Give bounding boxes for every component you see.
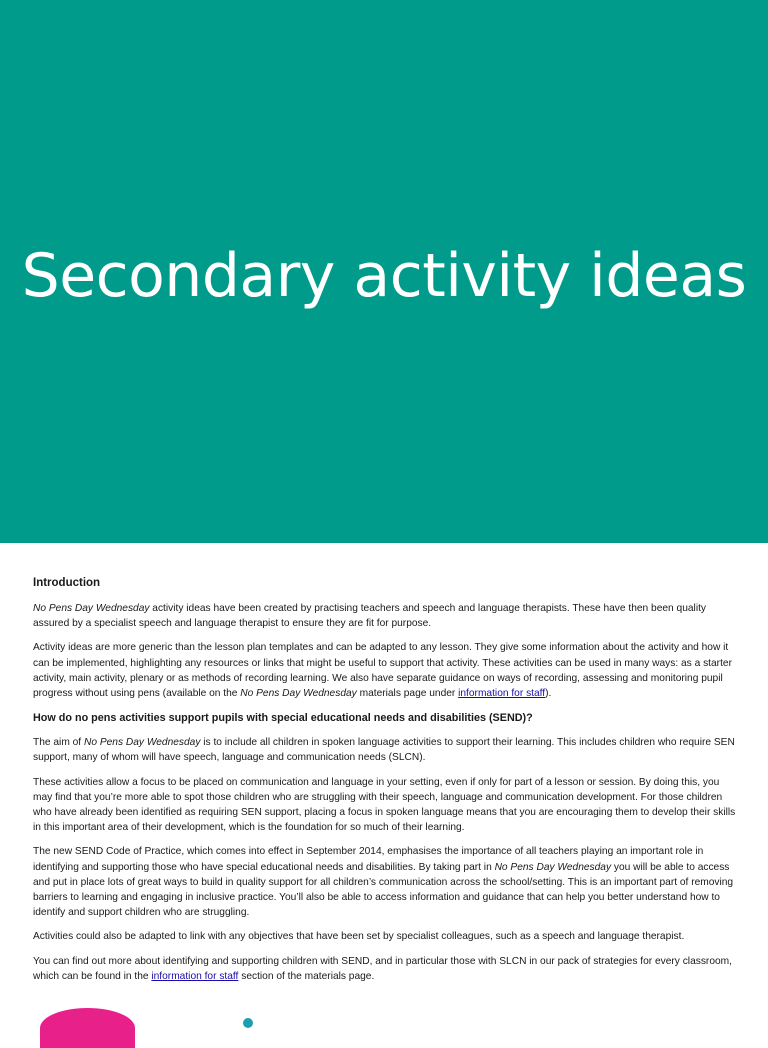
intro-paragraph-1 <box>33 601 738 631</box>
send-p1-text-end: is to include all children in spoken language activities to support their learning. This includes children who require SEN support, many of whom will have speech, language and communication needs (SLCN). <box>33 737 735 764</box>
intro-p1-text: activity ideas have been created by practising teachers and speech and language therapists. These have then been quality assured by a specialist speech and language therapist to ensure they are fit for purpose. <box>33 603 707 630</box>
send-paragraph-3 <box>33 844 738 920</box>
event-name: No Pens Day Wednesday <box>240 688 357 700</box>
send-p3-text-end: you will be able to access and put in place lots of great ways to build in quality support for all children’s communication across the school/setting. This is an important part of removing barriers to learning and engaging in inclusive practice. You’ll also be able to access information and guidance that can help you better understand how to identify and support children who are struggling. <box>33 861 734 919</box>
information-for-staff-link[interactable]: information for staff <box>458 688 546 700</box>
pink-blob-graphic <box>40 1008 135 1048</box>
document-body <box>33 574 738 993</box>
send-paragraph-4: Activities could also be adapted to link with any objectives that have been set by specialist colleagues, such as a speech and language therapist. <box>33 931 685 943</box>
send-p5-text: You can find out more about identifying and supporting children with SEND, and in particular those with SLCN in our pack of strategies for every classroom, which can be found in the <box>33 955 732 982</box>
page-title: Secondary activity ideas <box>21 241 747 311</box>
intro-paragraph-2 <box>33 640 738 701</box>
send-paragraph-2: These activities allow a focus to be placed on communication and language in your setting, even if only for part of a lesson or session. By doing this, you may find that you’re more able to spot those children who are struggling with their speech, language and communication development. For those children who have already been identified as requiring SEN support, placing a focus in spoken language means that you are encouraging them to develop their skills in this important area of their development, which is the foundation for so much of their learning. <box>33 776 736 834</box>
send-heading: How do no pens activities support pupils with special educational needs and disabilities (SEND)? <box>33 712 533 725</box>
send-paragraph-5 <box>33 954 738 984</box>
send-p5-text-end: section of the materials page. <box>238 970 375 982</box>
introduction-heading: Introduction <box>33 577 101 589</box>
teal-dot-graphic <box>243 1018 253 1028</box>
event-name: No Pens Day Wednesday <box>494 861 612 873</box>
send-p1-text: The aim of <box>33 737 84 749</box>
intro-p2-text: Activity ideas are more generic than the lesson plan templates and can be adapted to any lesson. They give some information about the activity and how it can be implemented, highlighting any resources or links that might be useful to support that activity. These activities can be used in many ways: as a starter activity, main activity, plenary or as methods of recording learning. We also have separate guidance on ways of recording, assessing and monitoring pupil progress without using pens (available on the <box>33 642 732 700</box>
send-paragraph-1 <box>33 735 738 765</box>
information-for-staff-link[interactable]: information for staff <box>151 970 239 982</box>
event-name: No Pens Day Wednesday <box>83 737 201 749</box>
intro-p2-text-end: ). <box>545 688 552 700</box>
intro-p2-text-mid: materials page under <box>356 688 459 700</box>
event-name: No Pens Day Wednesday <box>33 603 150 614</box>
send-p3-text: The new SEND Code of Practice, which comes into effect in September 2014, emphasises the importance of all teachers playing an important role in identifying and supporting those who have special educational needs and disabilities. By taking part in <box>33 846 704 873</box>
